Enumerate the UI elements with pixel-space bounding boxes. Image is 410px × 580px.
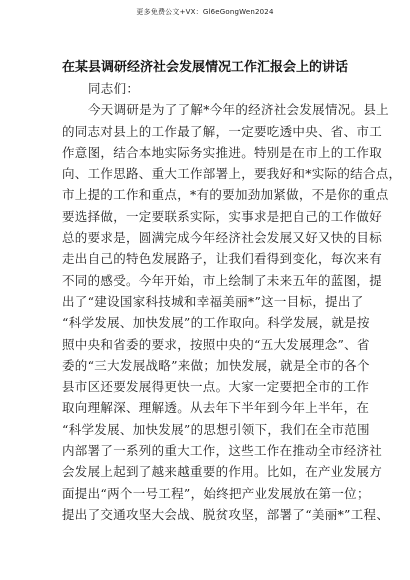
document-body: [62, 78, 402, 525]
paragraph-line: 不同的感受。今年开始，市上绘制了未来五年的蓝图，提: [62, 272, 383, 288]
paragraph-line: 总的要求是，圆满完成今年经济社会发展又好又快的目标: [62, 230, 383, 246]
paragraph-line: “科学发展、加快发展”的工作取向。科学发展，就是按: [62, 315, 370, 331]
paragraph-line: 取向理解深、理解透。从去年下半年到今年上半年，在: [62, 400, 370, 416]
paragraph-line: 今天调研是为了了解*今年的经济社会发展情况。县上: [88, 102, 389, 118]
paragraph-line: 委的“三大发展战略”来做；加快发展，就是全市的各个: [62, 357, 370, 373]
paragraph-line: 会发展上起到了越来越重要的作用。比如，在产业发展方: [62, 464, 383, 480]
paragraph-line: “科学发展、加快发展”的思想引领下，我们在全市范围: [62, 421, 370, 437]
paragraph-line: 的同志对县上的工作最了解，一定要吃透中央、省、市工: [62, 123, 383, 139]
document-title: 在某县调研经济社会发展情况工作汇报会上的讲话: [61, 60, 348, 75]
paragraph-line: 内部署了一系列的重大工作，这些工作在推动全市经济社: [62, 443, 383, 459]
paragraph-line: 照中央和省委的要求，按照中央的“五大发展理念”、省: [62, 336, 370, 352]
header-note: 更多免费公文+VX：Gl6eGongWen2024: [136, 8, 274, 16]
paragraph-line: 向、工作思路、重大工作部署上，要我好和*实际的结合点，: [62, 166, 402, 182]
salutation: 同志们：: [88, 81, 140, 96]
paragraph-line: 县市区还要发展得更快一点。大家一定要把全市的工作: [62, 379, 370, 395]
paragraph-line: 要选择做，一定要联系实际，实事求是把自己的工作做好: [62, 208, 383, 224]
paragraph-line: 提出了交通攻坚大会战、脱贫攻坚，部署了“美丽*”工程、: [62, 506, 390, 522]
paragraph-line: 出了“建设国家科技城和幸福美丽*”这一目标，提出了: [62, 293, 364, 309]
paragraph-line: 作意图，结合本地实际务实推进。特别是在市上的工作取: [62, 144, 383, 160]
paragraph-line: 走出自己的特色发展路子，让我们看得到变化，每次来有: [62, 251, 383, 267]
paragraph-line: 面提出“两个一号工程”，始终把产业发展放在第一位；: [62, 485, 370, 501]
paragraph-line: 市上提的工作和重点，*有的要加劲加紧做，不是你的重点: [62, 187, 389, 203]
